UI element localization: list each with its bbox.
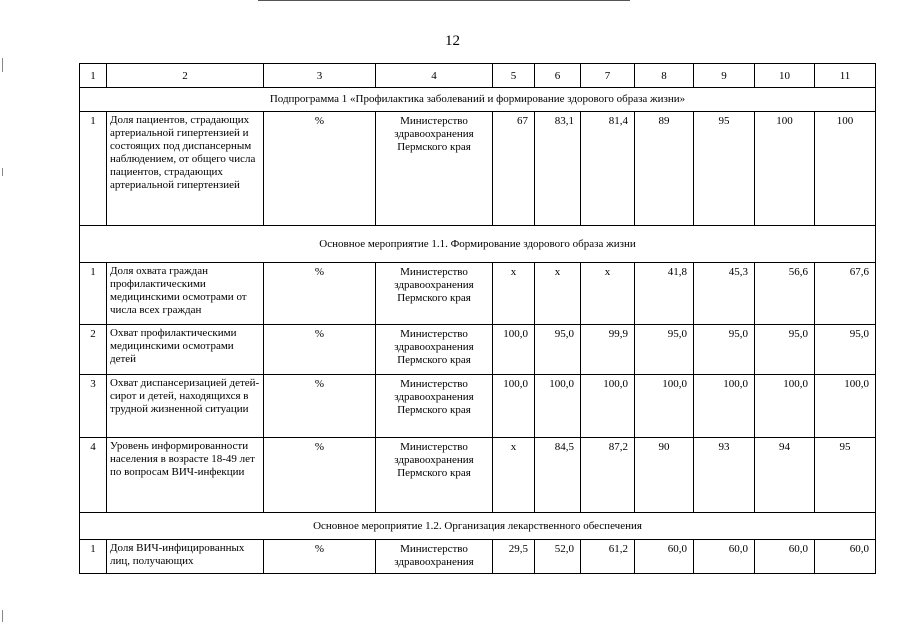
indicator-name: Охват профилактическими медицинскими осмотрами детей: [107, 325, 264, 375]
header-cell: 6: [535, 64, 581, 88]
header-cell: 4: [376, 64, 493, 88]
value-cell: 41,8: [635, 263, 694, 325]
column-numbers-row: [80, 64, 876, 88]
value-cell: 100,0: [493, 375, 535, 438]
unit-cell: %: [264, 325, 376, 375]
value-cell: 95,0: [815, 325, 876, 375]
table-row: [80, 375, 876, 438]
value-cell: 84,5: [535, 438, 581, 513]
responsible-org: Министерство здравоохранения Пермского края: [376, 263, 493, 325]
section-title: Основное мероприятие 1.1. Формирование здорового образа жизни: [80, 226, 876, 263]
value-cell: 83,1: [535, 112, 581, 226]
indicator-name: Уровень информированности населения в возрасте 18-49 лет по вопросам ВИЧ-инфекции: [107, 438, 264, 513]
value-cell: 67,6: [815, 263, 876, 325]
responsible-org: Министерство здравоохранения Пермского края: [376, 438, 493, 513]
value-cell: 95,0: [635, 325, 694, 375]
section-row: [80, 226, 876, 263]
value-cell: 100,0: [581, 375, 635, 438]
row-number: 2: [80, 325, 107, 375]
value-cell: х: [581, 263, 635, 325]
value-cell: 52,0: [535, 540, 581, 574]
value-cell: х: [493, 263, 535, 325]
table-row: [80, 540, 876, 574]
responsible-org: Министерство здравоохранения Пермского края: [376, 375, 493, 438]
subprogram-row: [80, 88, 876, 112]
unit-cell: %: [264, 540, 376, 574]
value-cell: 100: [815, 112, 876, 226]
margin-mark: [2, 58, 3, 72]
value-cell: 100,0: [635, 375, 694, 438]
table-row: [80, 263, 876, 325]
value-cell: 45,3: [694, 263, 755, 325]
top-rule: [258, 0, 630, 1]
margin-mark: [2, 168, 3, 176]
header-cell: 3: [264, 64, 376, 88]
value-cell: 95: [815, 438, 876, 513]
responsible-org: Министерство здравоохранения Пермского края: [376, 112, 493, 226]
subprogram-title: Подпрограмма 1 «Профилактика заболеваний и формирование здорового образа жизни»: [80, 88, 876, 112]
value-cell: х: [493, 438, 535, 513]
section-title: Основное мероприятие 1.2. Организация лекарственного обеспечения: [80, 513, 876, 540]
value-cell: 61,2: [581, 540, 635, 574]
value-cell: 100,0: [535, 375, 581, 438]
value-cell: 60,0: [694, 540, 755, 574]
row-number: 1: [80, 263, 107, 325]
value-cell: 93: [694, 438, 755, 513]
value-cell: 95: [694, 112, 755, 226]
table-row: [80, 438, 876, 513]
value-cell: 90: [635, 438, 694, 513]
indicator-name: Доля охвата граждан профилактическими медицинскими осмотрами от числа всех граждан: [107, 263, 264, 325]
table-row: [80, 325, 876, 375]
indicator-name: Доля ВИЧ-инфицированных лиц, получающих: [107, 540, 264, 574]
value-cell: 29,5: [493, 540, 535, 574]
value-cell: 60,0: [815, 540, 876, 574]
value-cell: 100: [755, 112, 815, 226]
responsible-org: Министерство здравоохранения Пермского края: [376, 325, 493, 375]
row-number: 1: [80, 540, 107, 574]
table-row: [80, 112, 876, 226]
value-cell: 100,0: [694, 375, 755, 438]
row-number: 4: [80, 438, 107, 513]
value-cell: 95,0: [535, 325, 581, 375]
header-cell: 2: [107, 64, 264, 88]
value-cell: 95,0: [694, 325, 755, 375]
value-cell: х: [535, 263, 581, 325]
value-cell: 60,0: [635, 540, 694, 574]
row-number: 1: [80, 112, 107, 226]
unit-cell: %: [264, 112, 376, 226]
indicators-table: [79, 63, 876, 574]
header-cell: 7: [581, 64, 635, 88]
value-cell: 99,9: [581, 325, 635, 375]
indicator-name: Охват диспансеризацией детей-сирот и детей, находящихся в трудной жизненной ситуации: [107, 375, 264, 438]
value-cell: 60,0: [755, 540, 815, 574]
value-cell: 89: [635, 112, 694, 226]
header-cell: 11: [815, 64, 876, 88]
header-cell: 10: [755, 64, 815, 88]
unit-cell: %: [264, 263, 376, 325]
value-cell: 100,0: [755, 375, 815, 438]
unit-cell: %: [264, 375, 376, 438]
header-cell: 1: [80, 64, 107, 88]
unit-cell: %: [264, 438, 376, 513]
page-number: 12: [445, 33, 460, 49]
margin-mark: [2, 610, 3, 622]
value-cell: 67: [493, 112, 535, 226]
value-cell: 87,2: [581, 438, 635, 513]
value-cell: 94: [755, 438, 815, 513]
responsible-org: Министерство здравоохранения: [376, 540, 493, 574]
section-row: [80, 513, 876, 540]
value-cell: 95,0: [755, 325, 815, 375]
row-number: 3: [80, 375, 107, 438]
value-cell: 81,4: [581, 112, 635, 226]
header-cell: 5: [493, 64, 535, 88]
header-cell: 8: [635, 64, 694, 88]
header-cell: 9: [694, 64, 755, 88]
value-cell: 56,6: [755, 263, 815, 325]
indicator-name: Доля пациентов, страдающих артериальной гипертензией и состоящих под диспансерным наблюдением, от общего числа пациентов, страдающих артериальной гипертензией: [107, 112, 264, 226]
value-cell: 100,0: [493, 325, 535, 375]
value-cell: 100,0: [815, 375, 876, 438]
